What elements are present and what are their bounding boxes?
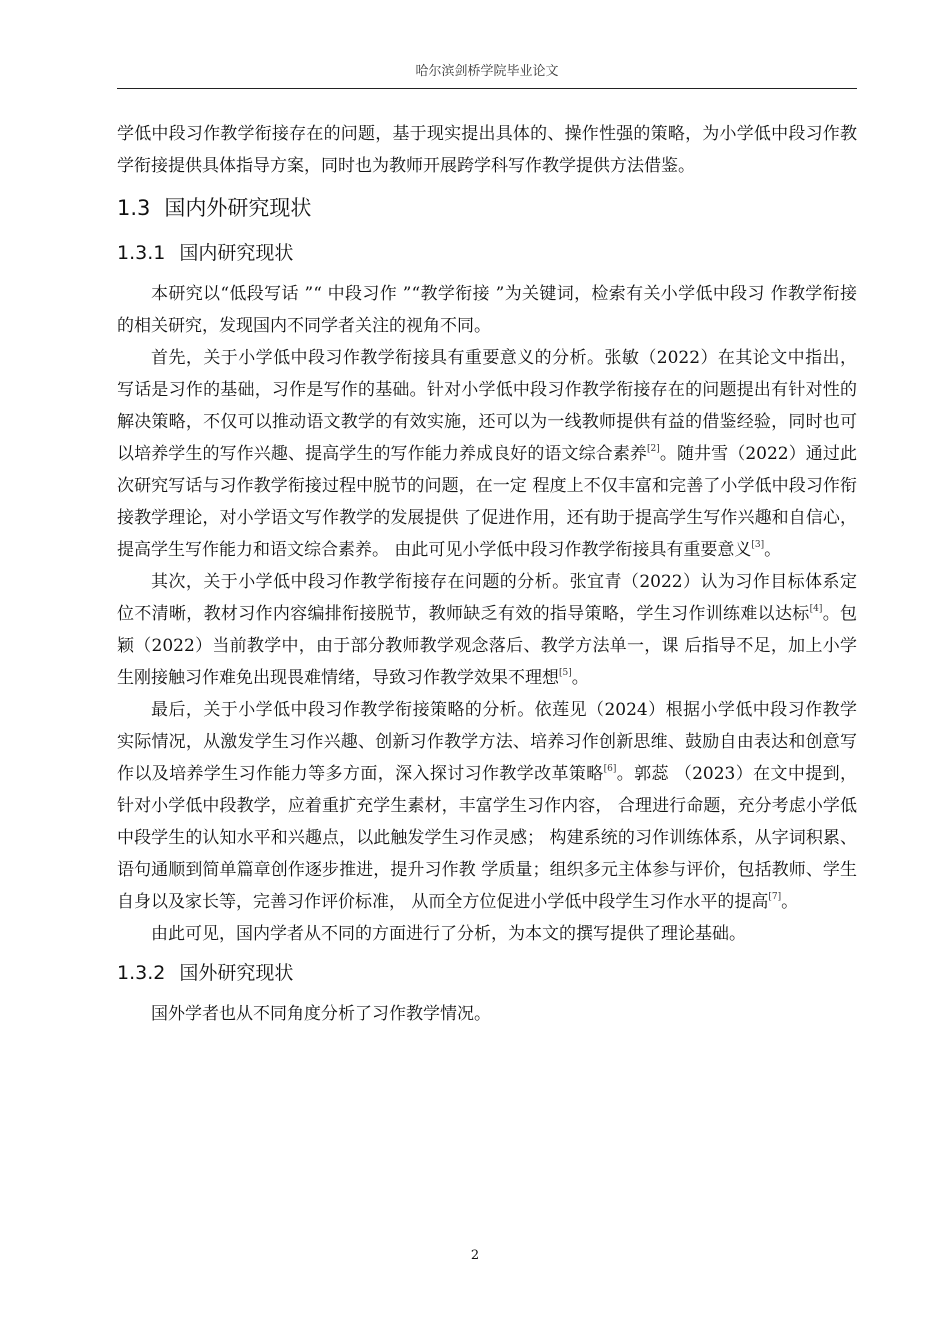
page-number: 2: [470, 1248, 480, 1263]
paragraph-text: 首先，关于小学低中段习作教学衔接具有重要意义的分析。张敏（2022）在其论文中指出，写话是习作的基础，习作是写作的基础。针对小学低中段习作教学衔接存在的问题提出有针对性的解决策略，不仅可以推动语文教学的有效实施，还可以为一线教师提供有益的借鉴经验，同时也可以培养学生的写作兴趣、提高学生的写作能力养成良好的语文综合素养: [117, 348, 857, 464]
subsection-title: 国内研究现状: [179, 242, 294, 264]
subsection-heading-1-3-2: [117, 952, 857, 994]
subsection-number: 1.3.2: [117, 962, 166, 984]
section-number: 1.3: [117, 196, 151, 220]
section-title: 国内外研究现状: [164, 196, 312, 220]
citation-ref-4[interactable]: [4]: [809, 604, 823, 614]
paragraph-text: 。包颖（2022）当前教学中，由于部分教师教学观念落后、教学方法单一，课 后指导不足，加上小学生刚接触习作难免出现畏难情绪，导致习作教学效果不理想: [117, 604, 858, 688]
page-body: [117, 118, 857, 1030]
paragraph-text: 。郭蕊 （2023）在文中提到，针对小学低中段教学，应着重扩充学生素材，丰富学生习作内容， 合理进行命题，充分考虑小学低中段学生的认知水平和兴趣点，以此触发学生习作灵感； 构建系统的习作训练体系，从字词积累、语句通顺到简单篇章创作逐步推进，提升习作教 学质量；组织多元主体参与评价，包括教师、学生自身以及家长等，完善习作评价标准， 从而全方位促进小学低中段学生习作水平的提高: [117, 764, 857, 912]
paragraph-text: 。随井雪（2022）通过此次研究写话与习作教学衔接过程中脱节的问题，在一定 程度上不仅丰富和完善了小学低中段习作衔接教学理论，对小学语文写作教学的发展提供 了促进作用，还有助于提高学生写作兴趣和自信心，提高学生写作能力和语文综合素养。 由此可见小学低中段习作教学衔接具有重要意义: [117, 444, 858, 560]
paragraph-significance: [117, 342, 857, 566]
paragraph-foreign-intro: 国外学者也从不同角度分析了习作教学情况。: [151, 1004, 491, 1024]
paragraph-text: 。: [571, 668, 589, 688]
citation-ref-3[interactable]: [3]: [751, 540, 765, 550]
paragraph-problems: [117, 566, 857, 694]
citation-ref-7[interactable]: [7]: [768, 892, 782, 902]
running-header: [117, 62, 857, 89]
running-header-title: 哈尔滨剑桥学院毕业论文: [415, 64, 559, 79]
subsection-number: 1.3.1: [117, 242, 166, 264]
paragraph-keywords: 本研究以“低段写话 ”“ 中段习作 ”“教学衔接 ”为关键词，检索有关小学低中段习 作教学衔接的相关研究，发现国内不同学者关注的视角不同。: [117, 284, 857, 336]
subsection-title: 国外研究现状: [179, 962, 294, 984]
citation-ref-5[interactable]: [5]: [559, 668, 572, 678]
paragraph-summary: 由此可见，国内学者从不同的方面进行了分析，为本文的撰写提供了理论基础。: [151, 924, 746, 944]
citation-ref-6[interactable]: [6]: [603, 764, 617, 774]
citation-ref-2[interactable]: [2]: [647, 444, 660, 454]
section-heading-1-3: [117, 186, 857, 230]
paragraph-text: 其次，关于小学低中段习作教学衔接存在问题的分析。张宜青（2022）认为习作目标体系定位不清晰，教材习作内容编排衔接脱节，教师缺乏有效的指导策略，学生习作训练难以达标: [117, 572, 857, 624]
subsection-heading-1-3-1: [117, 232, 857, 274]
paragraph-text: 。: [764, 540, 782, 560]
paragraph-strategies: [117, 694, 857, 918]
paragraph-text: 。: [781, 892, 799, 912]
paragraph-continuation: 学低中段习作教学衔接存在的问题，基于现实提出具体的、操作性强的策略，为小学低中段习作教学衔接提供具体指导方案，同时也为教师开展跨学科写作教学提供方法借鉴。: [117, 124, 857, 176]
paragraph-text: 最后，关于小学低中段习作教学衔接策略的分析。依莲见（2024）根据小学低中段习作教学实际情况，从激发学生习作兴趣、创新习作教学方法、培养习作创新思维、鼓励自由表达和创意写作以及培养学生习作能力等多方面，深入探讨习作教学改革策略: [117, 700, 857, 784]
